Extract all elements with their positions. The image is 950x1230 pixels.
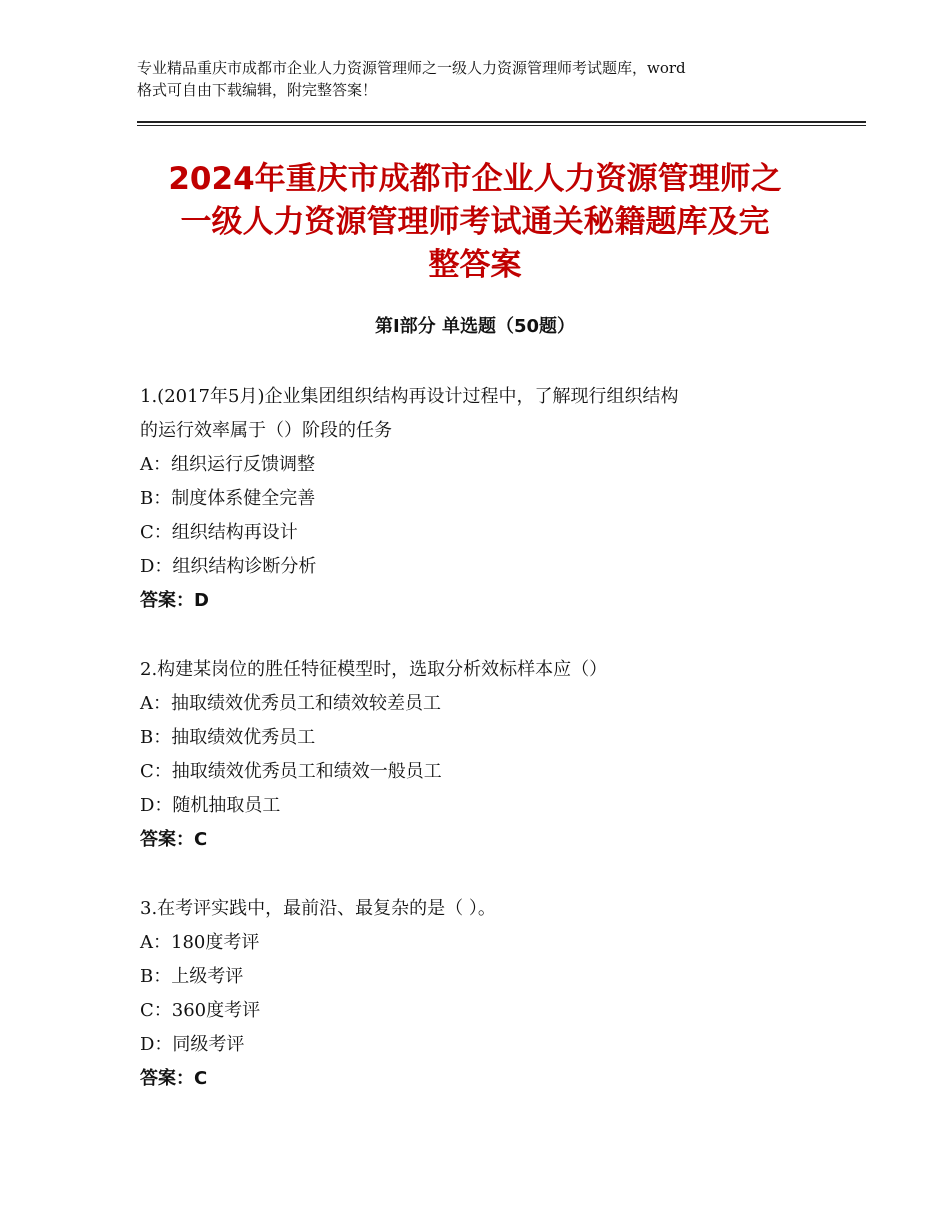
question-3	[140, 892, 840, 1096]
option-b: B：制度体系健全完善	[140, 488, 316, 509]
question-2	[140, 653, 840, 857]
header-note-line-1: 专业精品重庆市成都市企业人力资源管理师之一级人力资源管理师考试题库，word	[137, 59, 686, 77]
title-line-3: 整答案	[428, 247, 522, 283]
document-title	[110, 158, 840, 287]
answer-label: 答案：C	[140, 829, 208, 850]
title-line-2: 一级人力资源管理师考试通关秘籍题库及完	[180, 204, 770, 240]
option-c: C：组织结构再设计	[140, 522, 298, 543]
question-stem-line: 2.构建某岗位的胜任特征模型时，选取分析效标样本应（）	[140, 659, 608, 680]
header-divider-thick	[137, 121, 866, 123]
option-a: A：抽取绩效优秀员工和绩效较差员工	[140, 693, 441, 714]
header-note-line-2: 格式可自由下载编辑，附完整答案！	[137, 81, 378, 99]
question-1	[140, 380, 840, 618]
option-c: C：360度考评	[140, 1000, 261, 1021]
option-d: D：组织结构诊断分析	[140, 556, 317, 577]
option-c: C：抽取绩效优秀员工和绩效一般员工	[140, 761, 442, 782]
question-stem-line: 3.在考评实践中，最前沿、最复杂的是（ ）。	[140, 898, 496, 919]
document-header-note	[137, 57, 837, 101]
option-a: A：组织运行反馈调整	[140, 454, 315, 475]
option-a: A：180度考评	[140, 932, 260, 953]
option-d: D：同级考评	[140, 1034, 245, 1055]
section-heading: 第Ⅰ部分 单选题（50题）	[374, 316, 575, 337]
question-stem-line: 1.(2017年5月)企业集团组织结构再设计过程中，了解现行组织结构	[140, 386, 679, 407]
option-d: D：随机抽取员工	[140, 795, 281, 816]
title-line-1: 2024年重庆市成都市企业人力资源管理师之	[168, 161, 782, 197]
answer-label: 答案：D	[140, 590, 209, 611]
option-b: B：上级考评	[140, 966, 244, 987]
answer-label: 答案：C	[140, 1068, 208, 1089]
question-stem-line: 的运行效率属于（）阶段的任务	[140, 420, 392, 441]
header-divider-thin	[137, 125, 866, 126]
option-b: B：抽取绩效优秀员工	[140, 727, 316, 748]
